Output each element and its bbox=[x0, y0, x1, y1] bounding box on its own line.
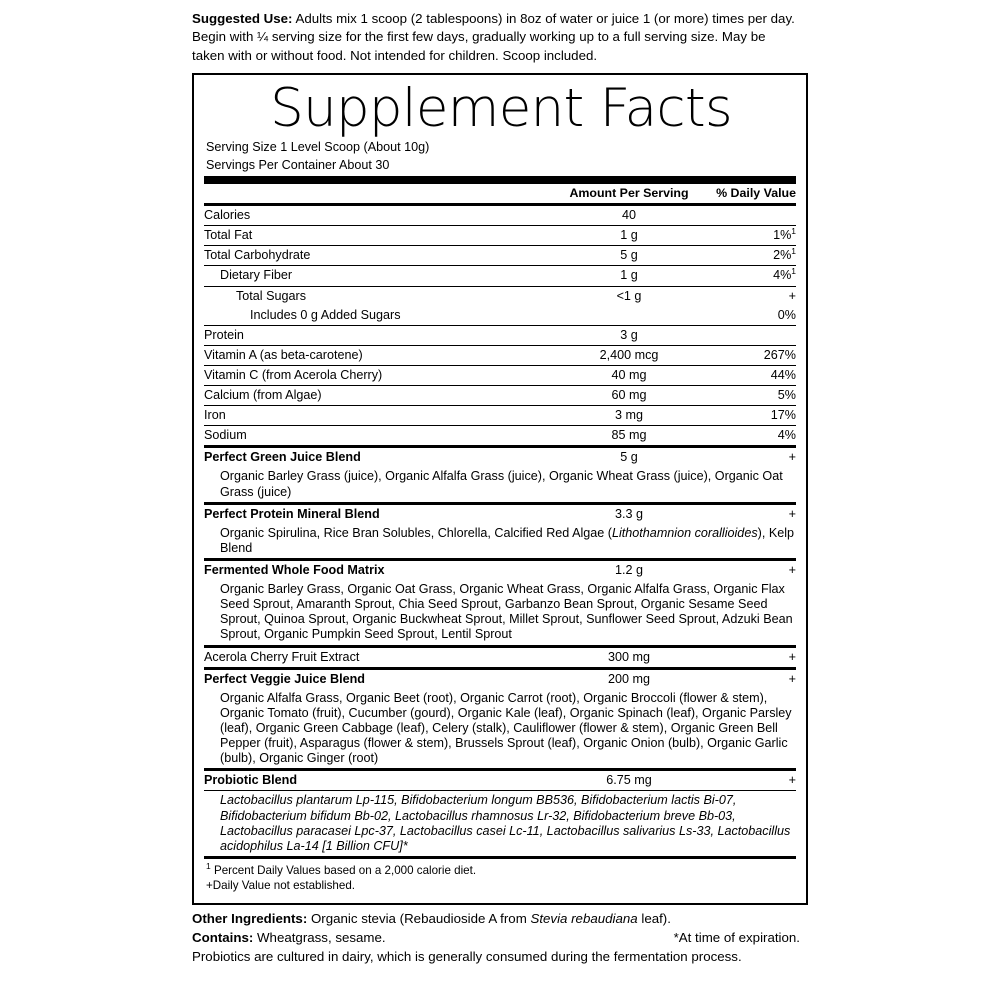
nutrient-name: Total Sugars bbox=[204, 286, 554, 306]
other-ingredients-pre: Organic stevia (Rebaudioside A from bbox=[307, 911, 531, 927]
panel-title: Supplement Facts bbox=[270, 78, 732, 140]
table-row bbox=[204, 668, 796, 689]
blend-name: Perfect Veggie Juice Blend bbox=[204, 668, 554, 689]
blend-amount: 6.75 mg bbox=[554, 770, 704, 791]
nutrient-dv bbox=[704, 246, 796, 266]
footnote-one-text: Percent Daily Values based on a 2,000 calorie diet. bbox=[213, 863, 477, 877]
table-row bbox=[204, 467, 796, 503]
table-row bbox=[204, 503, 796, 524]
nutrient-dv: 4% bbox=[704, 426, 796, 447]
nutrient-dv bbox=[704, 325, 796, 345]
dv-value: 4% bbox=[773, 268, 792, 283]
table-row bbox=[204, 306, 796, 326]
table-row bbox=[204, 524, 796, 560]
nutrient-name: Vitamin A (as beta-carotene) bbox=[204, 345, 554, 365]
serving-size: Serving Size 1 Level Scoop (About 10g) bbox=[206, 139, 430, 154]
blend-description: Organic Alfalfa Grass, Organic Beet (root), Organic Carrot (root), Organic Broccoli (flower & stem), Organic Tomato (fruit), Cucumber (gourd), Organic Kale (leaf), Organic Spinach (leaf), Organic Parsley (leaf), Organic Green Cabbage (leaf), Celery (stalk), Cauliflower (flower & stem), Organic Green Bell Pepper (fruit), Asparagus (flower & stem), Brussels Sprout (leaf), Organic Onion (bulb), Organic Garlic (bulb), Organic Ginger (root) bbox=[220, 690, 792, 766]
table-row bbox=[204, 689, 796, 770]
nutrient-dv bbox=[704, 226, 796, 246]
other-ingredients-italic: Stevia rebaudiana bbox=[530, 911, 638, 927]
blend-amount: 5 g bbox=[554, 447, 704, 468]
table-row bbox=[204, 325, 796, 345]
nutrient-dv: + bbox=[704, 286, 796, 306]
blend-dv: + bbox=[704, 646, 796, 668]
servings-per-container: Servings Per Container About 30 bbox=[206, 158, 390, 173]
nutrient-amount: 3 g bbox=[554, 325, 704, 345]
table-row bbox=[204, 286, 796, 306]
blend-amount: 300 mg bbox=[554, 646, 704, 668]
nutrient-amount: 40 mg bbox=[554, 365, 704, 385]
nutrient-dv: 44% bbox=[704, 365, 796, 385]
table-row bbox=[204, 386, 796, 406]
other-ingredients-line bbox=[192, 910, 800, 929]
dv-value: 1% bbox=[773, 228, 792, 243]
facts-header-amount: Amount Per Serving bbox=[569, 186, 689, 201]
blend-name: Perfect Protein Mineral Blend bbox=[204, 503, 554, 524]
probiotic-strain-list: Lactobacillus plantarum Lp-115, Bifidobacterium longum BB536, Bifidobacterium lactis Bi-07, Bifidobacterium bifidum Bb-02, Lactobacillus rhamnosus Lr-32, Bifidobacterium breve Bb-03, Lactobacillus paracasei Lpc-37, Lactobacillus casei Lc-11, Lactobacillus salivarius Ls-33, Lactobacillus acidophilus La-14 [1 Billion CFU]* bbox=[204, 791, 796, 856]
facts-table bbox=[204, 184, 796, 856]
facts-header-row bbox=[204, 184, 796, 204]
table-row bbox=[204, 770, 796, 791]
blend-amount: 200 mg bbox=[554, 668, 704, 689]
nutrient-name: Sodium bbox=[204, 426, 554, 447]
table-row bbox=[204, 580, 796, 646]
blend-dv: + bbox=[704, 668, 796, 689]
contains-text: Wheatgrass, sesame. bbox=[253, 930, 386, 946]
blend-description: Organic Barley Grass (juice), Organic Alfalfa Grass (juice), Organic Wheat Grass (juice), Organic Oat Grass (juice) bbox=[220, 469, 783, 499]
footnote-two: +Daily Value not established. bbox=[206, 879, 355, 893]
footnote-marker: 1 bbox=[791, 266, 796, 277]
table-row bbox=[204, 365, 796, 385]
table-row bbox=[204, 791, 796, 856]
table-row bbox=[204, 560, 796, 581]
nutrient-amount: 2,400 mcg bbox=[554, 345, 704, 365]
blend-description-pre: Organic Spirulina, Rice Bran Solubles, Chlorella, Calcified Red Algae ( bbox=[220, 525, 612, 540]
dv-value: 2% bbox=[773, 248, 792, 263]
blend-description: Organic Barley Grass, Organic Oat Grass, Organic Wheat Grass, Organic Alfalfa Grass, Organic Flax Seed Sprout, Amaranth Sprout, Chia Seed Sprout, Garbanzo Bean Sprout, Organic Sesame Seed Sprout, Quinoa Sprout, Organic Buckwheat Sprout, Millet Sprout, Sunflower Seed Sprout, Adzuki Bean Sprout, Organic Pumpkin Seed Sprout, Lentil Sprout bbox=[220, 582, 793, 642]
contains-line bbox=[192, 929, 800, 948]
nutrient-name: Total Fat bbox=[204, 226, 554, 246]
rule-above-footnotes bbox=[204, 856, 796, 859]
bottom-info-block bbox=[192, 910, 800, 966]
blend-name: Probiotic Blend bbox=[204, 770, 554, 791]
table-row bbox=[204, 646, 796, 668]
blend-dv: + bbox=[704, 447, 796, 468]
table-row bbox=[204, 266, 796, 286]
supplement-facts-panel bbox=[192, 73, 808, 905]
blend-description-post: ), Kelp Blend bbox=[220, 525, 795, 555]
nutrient-name: Calories bbox=[204, 205, 554, 226]
nutrient-name: Calcium (from Algae) bbox=[204, 386, 554, 406]
footnote-marker: 1 bbox=[791, 246, 796, 257]
nutrient-amount: 1 g bbox=[554, 226, 704, 246]
nutrient-amount: 40 bbox=[554, 205, 704, 226]
contains-label: Contains: bbox=[192, 930, 254, 946]
blend-name: Acerola Cherry Fruit Extract bbox=[204, 646, 554, 668]
footnote-one bbox=[206, 863, 796, 878]
nutrient-name: Vitamin C (from Acerola Cherry) bbox=[204, 365, 554, 385]
table-row bbox=[204, 345, 796, 365]
dairy-note: Probiotics are cultured in dairy, which is generally consumed during the fermentation process. bbox=[192, 948, 742, 964]
facts-header-dv: % Daily Value bbox=[716, 186, 796, 201]
nutrient-name: Iron bbox=[204, 406, 554, 426]
facts-header-blank bbox=[204, 184, 554, 204]
nutrient-dv bbox=[704, 266, 796, 286]
blend-dv: + bbox=[704, 503, 796, 524]
nutrient-name: Total Carbohydrate bbox=[204, 246, 554, 266]
suggested-use-paragraph bbox=[192, 10, 800, 65]
table-row bbox=[204, 406, 796, 426]
suggested-use-label: Suggested Use: bbox=[192, 11, 293, 26]
table-row bbox=[204, 447, 796, 468]
footnotes-block bbox=[206, 863, 796, 894]
table-row bbox=[204, 246, 796, 266]
rule-thick-top bbox=[204, 176, 796, 184]
nutrient-name: Dietary Fiber bbox=[204, 266, 554, 286]
suggested-use-text: Adults mix 1 scoop (2 tablespoons) in 8oz of water or juice 1 (or more) times per day. Begin with ¼ serving size for the first few days, gradually working up to a full serving size. May be taken with or without food. Not intended for children. Scoop included. bbox=[192, 11, 795, 63]
blend-description-italic: Lithothamnion corallioides bbox=[612, 525, 758, 540]
blend-dv: + bbox=[704, 560, 796, 581]
blend-dv: + bbox=[704, 770, 796, 791]
nutrient-amount: 5 g bbox=[554, 246, 704, 266]
nutrient-amount: 85 mg bbox=[554, 426, 704, 447]
contains-group bbox=[192, 929, 386, 948]
table-row bbox=[204, 426, 796, 447]
other-ingredients-label: Other Ingredients: bbox=[192, 911, 308, 927]
nutrient-amount bbox=[554, 306, 704, 326]
nutrient-dv bbox=[704, 205, 796, 226]
expiration-note: *At time of expiration. bbox=[673, 930, 800, 946]
blend-description bbox=[204, 524, 796, 560]
blend-name: Perfect Green Juice Blend bbox=[204, 447, 554, 468]
nutrient-dv: 0% bbox=[777, 307, 796, 322]
nutrient-name: Includes 0 g Added Sugars bbox=[250, 307, 401, 322]
nutrient-amount: 3 mg bbox=[554, 406, 704, 426]
nutrient-dv: 267% bbox=[704, 345, 796, 365]
table-row bbox=[204, 226, 796, 246]
nutrient-amount: 60 mg bbox=[554, 386, 704, 406]
footnote-marker: 1 bbox=[206, 861, 211, 872]
nutrient-amount: 1 g bbox=[554, 266, 704, 286]
other-ingredients-post: leaf). bbox=[637, 911, 671, 927]
blend-name: Fermented Whole Food Matrix bbox=[204, 560, 554, 581]
nutrient-dv: 5% bbox=[704, 386, 796, 406]
table-row bbox=[204, 205, 796, 226]
nutrient-name: Protein bbox=[204, 325, 554, 345]
nutrient-dv: 17% bbox=[704, 406, 796, 426]
blend-amount: 1.2 g bbox=[554, 560, 704, 581]
blend-amount: 3.3 g bbox=[554, 503, 704, 524]
nutrient-amount: <1 g bbox=[554, 286, 704, 306]
footnote-marker: 1 bbox=[791, 225, 796, 236]
